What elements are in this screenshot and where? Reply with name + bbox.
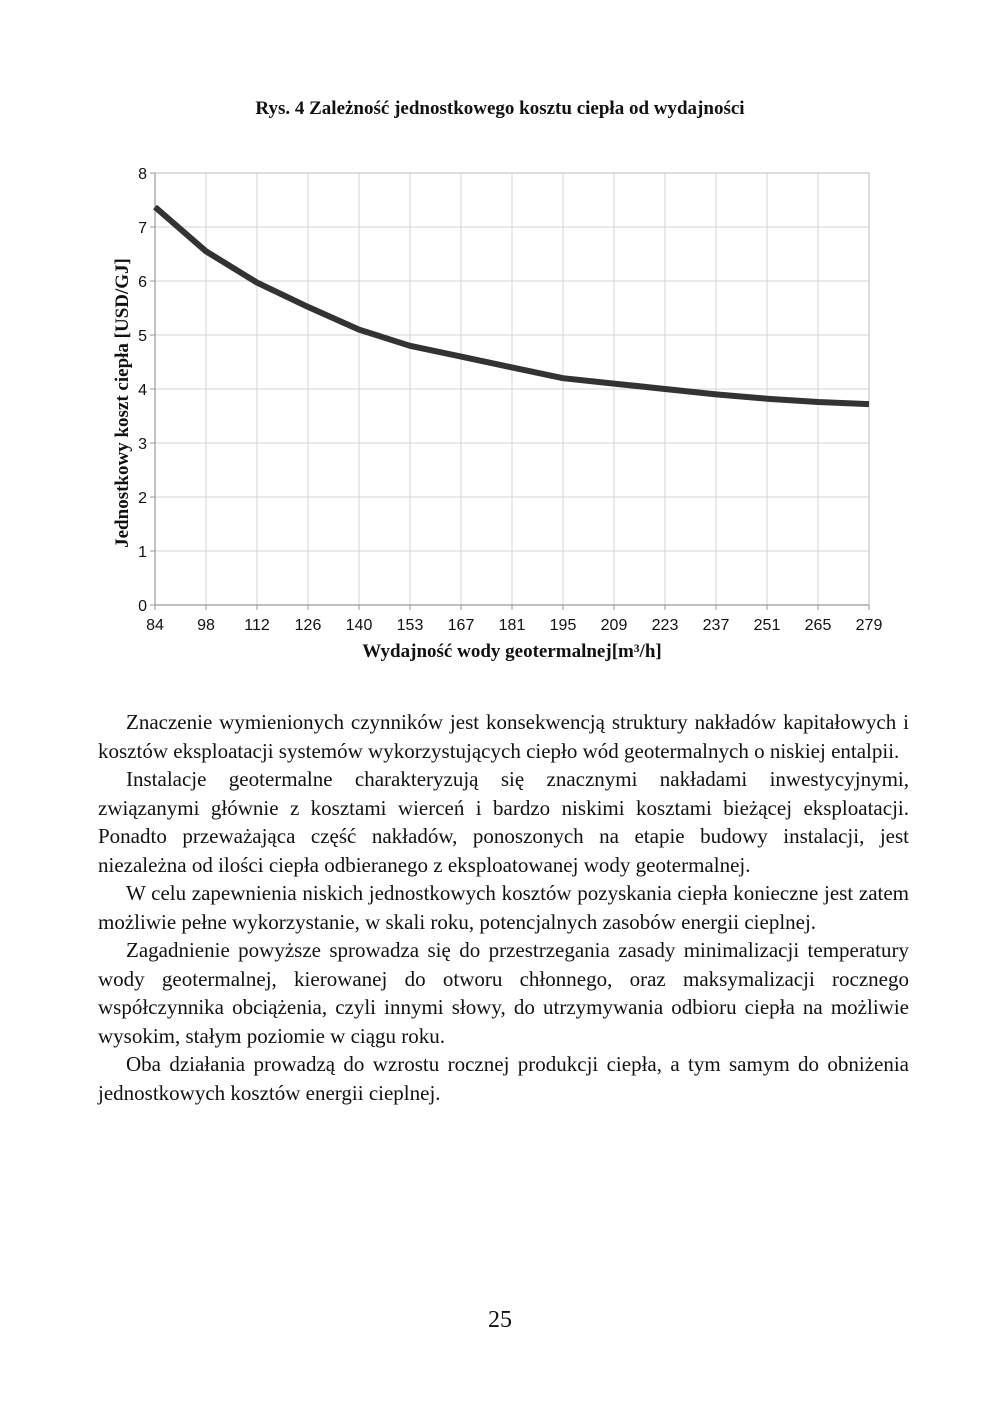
x-tick-label: 126	[294, 617, 322, 634]
y-tick-label: 3	[138, 436, 147, 453]
x-tick-label: 167	[447, 617, 475, 634]
x-tick-label: 279	[855, 617, 883, 634]
page-number: 25	[488, 1307, 512, 1333]
x-axis-title: Wydajność wody geotermalnej[m³/h]	[362, 641, 662, 662]
y-tick-label: 1	[138, 544, 147, 561]
paragraph: Instalacje geotermalne charakteryzują się znacznymi nakładami inwestycyjnymi, związanymi głównie z kosztami wierceń i bardzo niskimi kosztami bieżącej eksploatacji. Ponadto przeważająca część nakładów, ponoszonych na etapie budowy instalacji, jest niezależna od ilości ciepła odbieranego z eksploatowanej wody geotermalnej.	[98, 767, 909, 877]
paragraph: Znaczenie wymienionych czynników jest konsekwencją struktury nakładów kapitałowych i kosztów eksploatacji systemów wykorzystujących ciepło wód geotermalnych o niskiej entalpii.	[98, 710, 909, 763]
x-tick-label: 181	[498, 617, 526, 634]
x-tick-label: 112	[244, 617, 270, 634]
x-tick-label: 140	[345, 617, 373, 634]
paragraph: W celu zapewnienia niskich jednostkowych kosztów pozyskania ciepła konieczne jest zatem możliwie pełne wykorzystanie, w skali roku, potencjalnych zasobów energii cieplnej.	[98, 881, 909, 934]
paragraph: Oba działania prowadzą do wzrostu rocznej produkcji ciepła, a tym samym do obniżenia jednostkowych kosztów energii cieplnej.	[98, 1052, 909, 1105]
x-tick-label: 195	[549, 617, 577, 634]
y-tick-label: 8	[138, 166, 147, 183]
y-tick-labels	[138, 166, 147, 615]
y-tick-label: 6	[138, 274, 147, 291]
paragraph: Zagadnienie powyższe sprowadza się do przestrzegania zasady minimalizacji temperatury wody geotermalnej, kierowanej do otworu chłonnego, oraz maksymalizacji rocznego współczynnika obciążenia, czyli innymi słowy, do utrzymywania odbioru ciepła na możliwie wysokim, stałym poziomie w ciągu roku.	[98, 938, 909, 1048]
x-tick-label: 153	[396, 617, 424, 634]
x-tick-label: 209	[600, 617, 628, 634]
x-tick-label: 223	[651, 617, 679, 634]
body-text	[98, 708, 909, 1107]
chart-axes	[150, 173, 869, 610]
y-tick-label: 0	[138, 598, 147, 615]
x-tick-label: 265	[804, 617, 832, 634]
y-tick-label: 7	[138, 220, 147, 237]
chart-grid	[155, 173, 869, 605]
x-tick-labels	[146, 617, 882, 634]
y-tick-label: 2	[138, 490, 147, 507]
y-tick-label: 5	[138, 328, 147, 345]
x-tick-label: 98	[197, 617, 215, 634]
y-tick-label: 4	[138, 382, 147, 399]
y-axis-title: Jednostkowy koszt ciepła [USD/GJ]	[112, 258, 133, 548]
x-tick-label: 251	[753, 617, 781, 634]
figure-title: Rys. 4 Zależność jednostkowego kosztu ciepła od wydajności	[255, 98, 745, 119]
x-tick-label: 237	[702, 617, 730, 634]
x-tick-label: 84	[146, 617, 164, 634]
line-chart	[0, 150, 1000, 670]
